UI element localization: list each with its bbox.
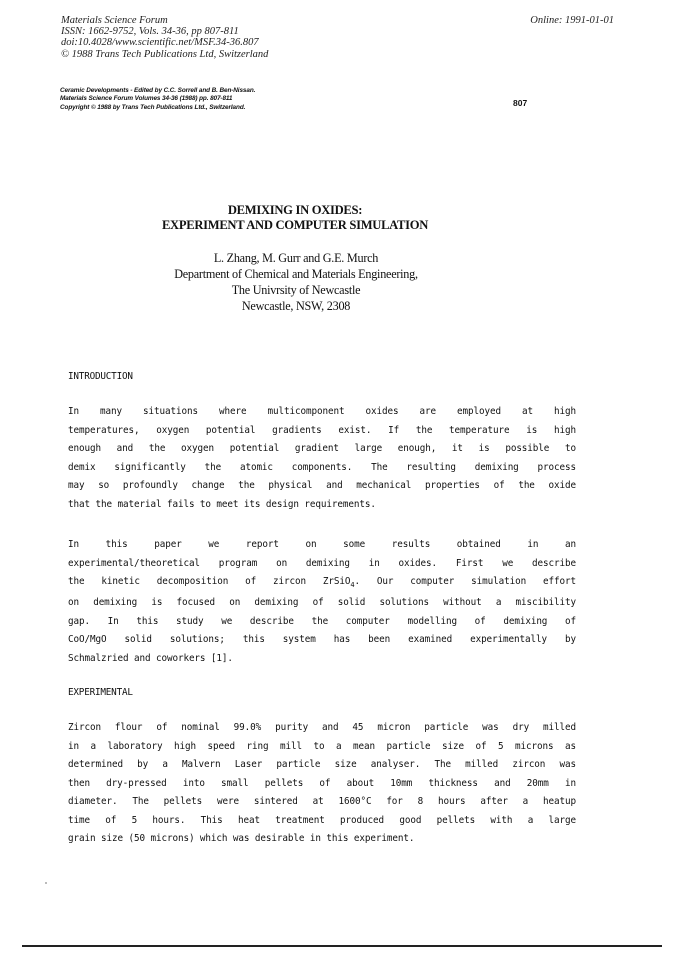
online-date: Online: 1991-01-01 <box>530 15 614 26</box>
text-line: demix significantly the atomic components. The resulting demixing process <box>68 461 576 473</box>
formula-tail: . Our computer simulation effort <box>354 576 576 587</box>
text-line: diameter. The pellets were sintered at 1600°C for 8 hours after a heatup <box>68 796 576 807</box>
text-line: on demixing is focused on demixing of solid solutions without a miscibility <box>68 597 576 609</box>
issn-line: ISSN: 1662-9752, Vols. 34-36, pp 807-811 <box>61 26 239 38</box>
formula-subscript: 4 <box>350 580 355 589</box>
text-line: In many situations where multicomponent oxides are employed at high <box>68 406 576 417</box>
text-line: time of 5 hours. This heat treatment produced good pellets with a large <box>68 814 576 826</box>
scan-speck <box>45 882 47 884</box>
title-line-1: DEMIXING IN OXIDES: <box>227 203 363 217</box>
text-line-with-formula <box>68 573 576 594</box>
volume-credits <box>60 87 255 112</box>
author-city: Newcastle, NSW, 2308 <box>241 299 351 313</box>
text-line: enough and the oxygen potential gradient large enough, it is possible to <box>68 443 576 454</box>
text-line: in a laboratory high speed ring mill to a mean particle size of 5 microns as <box>68 740 576 752</box>
journal-name: Materials Science Forum <box>61 15 168 26</box>
experimental-paragraph-1 <box>68 719 576 849</box>
copyright-line: © 1988 Trans Tech Publications Ltd, Switzerland <box>61 48 269 60</box>
bottom-divider <box>22 945 662 947</box>
page-number: 807 <box>513 98 528 108</box>
credits-line-3: Copyright © 1988 by Trans Tech Publications Ltd., Switzerland. <box>60 103 246 111</box>
text-line: temperatures, oxygen potential gradients exist. If the temperature is high <box>68 424 576 436</box>
text-line: Schmalzried and coworkers [1]. <box>68 652 233 664</box>
text-line: In this paper we report on some results obtained in an <box>68 539 576 550</box>
introduction-paragraph-2 <box>68 536 576 668</box>
introduction-paragraph-1 <box>68 403 576 514</box>
paper-title <box>0 203 590 233</box>
section-heading-introduction: INTRODUCTION <box>68 371 133 382</box>
text-line: grain size (50 microns) which was desirable in this experiment. <box>68 833 415 844</box>
author-block <box>0 250 592 314</box>
formula-text: the kinetic decomposition of zircon ZrSiO <box>68 576 351 587</box>
text-line: that the material fails to meet its design requirements. <box>68 498 376 510</box>
author-department: Department of Chemical and Materials Engineering, <box>174 267 418 281</box>
text-line: experimental/theoretical program on demixing in oxides. First we describe <box>68 557 576 569</box>
author-university: The Univrsity of Newcastle <box>231 283 361 297</box>
text-line: CoO/MgO solid solutions; this system has been examined experimentally by <box>68 634 576 646</box>
text-line: gap. In this study we describe the computer modelling of demixing of <box>68 615 576 627</box>
doi-link[interactable]: doi:10.4028/www.scientific.net/MSF.34-36.807 <box>61 37 259 49</box>
text-line: determined by a Malvern Laser particle size analyser. The milled zircon was <box>68 759 576 770</box>
section-heading-experimental: EXPERIMENTAL <box>68 687 133 698</box>
text-line: may so profoundly change the physical and mechanical properties of the oxide <box>68 480 576 491</box>
credits-line-1: Ceramic Developments - Edited by C.C. Sorrell and B. Ben-Nissan. <box>60 87 256 94</box>
text-line: then dry-pressed into small pellets of about 10mm thickness and 20mm in <box>68 777 576 789</box>
publication-header <box>61 15 268 60</box>
title-line-2: EXPERIMENT AND COMPUTER SIMULATION <box>161 218 429 232</box>
author-names: L. Zhang, M. Gurr and G.E. Murch <box>213 251 379 265</box>
credits-line-2: Materials Science Forum Volumes 34-36 (1988) pp. 807-811 <box>60 95 233 103</box>
text-line: Zircon flour of nominal 99.0% purity and 45 micron particle was dry milled <box>68 722 576 733</box>
